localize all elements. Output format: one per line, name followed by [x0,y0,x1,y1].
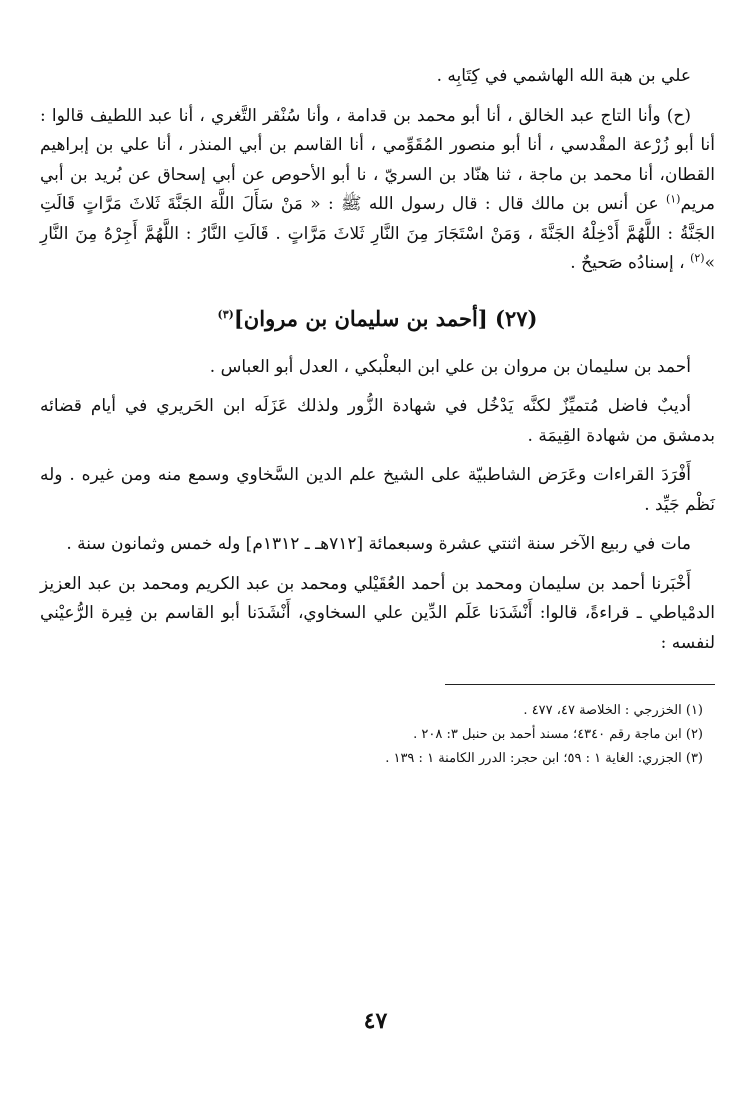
footnote-2: (٢) ابن ماجة رقم ٤٣٤٠؛ مسند أحمد بن حنبل ٣: ٢٠٨ . [413,727,703,742]
footnote-1: (١) الخزرجي : الخلاصة ٤٧، ٤٧٧ . [523,703,703,718]
bio-narration: أَخْبَرنا أحمد بن سليمان ومحمد بن أحمد العُقَيْلي ومحمد بن عبد الكريم ومحمد بن عبد العزيز الدمْياطي ـ قراءةً، قالوا: أَنْشَدَنا عَلَم الدِّين علي السخاوي، أَنْشَدَنا أبو القاسم بن فِيرة الرُّعيْني لنفسه : [40,573,715,653]
hadith-chain: (ح) وأنا التاج عبد الخالق ، أنا أبو محمد بن قدامة ، وأنا سُنْقر التَّغري ، أنا عبد اللطيف قالوا : أنا أبو زُرْعة المقْدسي ، أنا أبو منصور المُقَوِّمي ، أنا القاسم بن أبي المنذر ، أنا علي بن إبراهيم القطان، أنا محمد بن ماجة ، ثنا هنّاد بن السريّ ، نا أبو الأحوص عن أبي إسحاق عن بُريد بن أبي مريم [40,105,715,214]
footnote-ref-3[interactable]: (٣) [217,307,234,321]
hadith-grade: ، إسنادُه صَحيحٌ . [570,253,685,273]
footnote-3: (٣) الجزري: الغاية ١ : ٥٩؛ ابن حجر: الدرر الكامنة ١ : ١٣٩ . [385,751,703,766]
page-number: ٤٧ [363,1008,388,1034]
bio-name: أحمد بن سليمان بن مروان بن علي ابن البعلْبكي ، العدل أبو العباس . [209,356,691,377]
footnote-ref-2[interactable]: (٢) [690,251,705,265]
bio-description: أديبٌ فاضل مُتميِّزٌ لكنَّه يَدْخُل في شهادة الزُّور ولذلك عَزَلَه ابن الحَريري في أيام قضائه بدمشق من شهادة القِيمَة . [40,396,715,446]
intro-line-text: علي بن هبة الله الهاشمي في كِتَابِه . [436,66,691,86]
bio-study: أَفْرَدَ القراءات وعَرَض الشاطبيّة على الشيخ علم الدين السَّخاوي وسمع منه ومن غيره . وله نَظْم جَيِّد . [40,465,715,515]
bio-death: مات في ربيع الآخر سنة اثنتي عشرة وسبعمائة [٧١٢هـ ـ ١٣١٢م] وله خمس وثمانون سنة . [66,534,691,554]
hadith-paragraph [40,102,715,279]
footnote-divider [445,684,715,685]
section-title-text: (٢٧) [أحمد بن سليمان بن مروان] [233,305,538,331]
footnote-ref-1[interactable]: (١) [665,192,681,206]
section-title [40,305,715,333]
hadith-text: عن أنس بن مالك قال : قال رسول الله ﷺ : « مَنْ سَأَلَ اللَّهَ الجَنَّةَ ثَلاثَ مَرَّاتٍ قَالَتِ الجَنَّةُ : اللَّهُمَّ أَدْخِلْهُ الجَنَّةَ ، وَمَنْ اسْتَجَارَ مِنَ النَّارِ ثَلاثَ مَرَّاتٍ . قَالَتِ النَّارُ : اللَّهُمَّ أَجِرْهُ مِنَ النَّارِ » [40,194,715,273]
intro-line [40,62,715,92]
